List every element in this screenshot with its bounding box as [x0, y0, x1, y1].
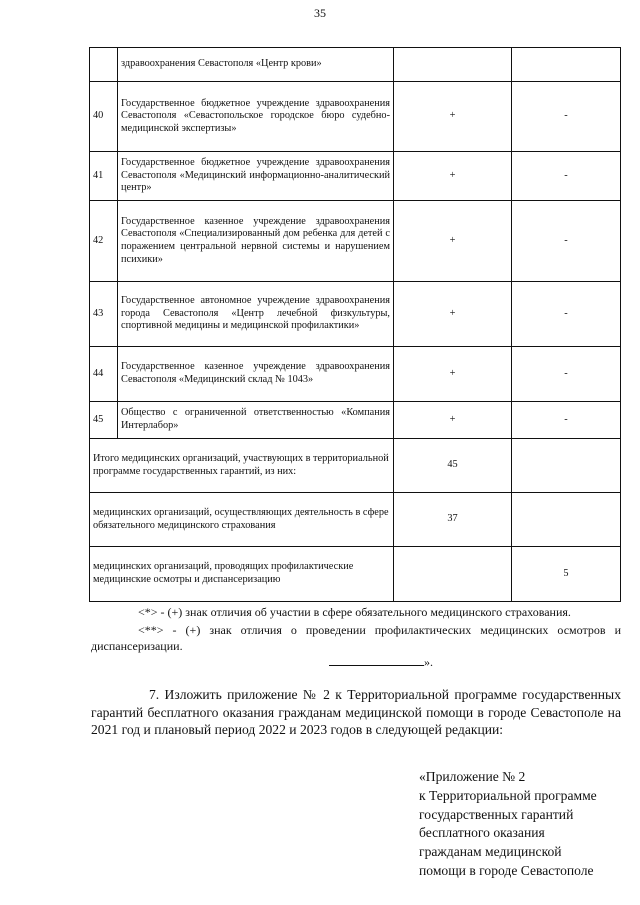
table-total-row [90, 493, 621, 547]
organization-cell: Государственное бюджетное учреждение здравоохранения Севастополя «Севастопольское городское бюро судебно-медицинской экспертизы» [118, 82, 394, 152]
appendix-line: помощи в городе Севастополе [419, 862, 594, 878]
oms-mark-cell: + [394, 152, 512, 201]
medical-organizations-table [89, 47, 621, 602]
table-row [90, 402, 621, 439]
row-number-cell: 45 [90, 402, 118, 439]
organization-cell: Государственное бюджетное учреждение здравоохранения Севастополя «Медицинский информационно-аналитический центр» [118, 152, 394, 201]
table-row [90, 347, 621, 402]
oms-mark-cell [394, 48, 512, 82]
appendix-line: государственных гарантий [419, 806, 574, 822]
oms-mark-cell: + [394, 201, 512, 282]
oms-mark-cell: + [394, 402, 512, 439]
appendix-line: к Территориальной программе [419, 787, 597, 803]
table-row [90, 82, 621, 152]
total-label-cell: Итого медицинских организаций, участвующих в территориальной программе государственных гарантий, из них: [90, 439, 394, 493]
table-row [90, 201, 621, 282]
closing-line [329, 655, 433, 670]
oms-count-cell [394, 547, 512, 602]
prevention-mark-cell: - [512, 282, 621, 347]
item-7-paragraph: 7. Изложить приложение № 2 к Территориальной программе государственных гарантий бесплатного оказания гражданам медицинской помощи в городе Севастополе на 2021 год и плановый период 2022 и 2023 годов в следующей редакции: [91, 687, 621, 738]
prevention-count-cell [512, 493, 621, 547]
total-label-cell: медицинских организаций, проводящих профилактические медицинские осмотры и диспансеризацию [90, 547, 394, 602]
organization-cell: Общество с ограниченной ответственностью «Компания Интерлабор» [118, 402, 394, 439]
prevention-mark-cell: - [512, 152, 621, 201]
organization-cell: Государственное казенное учреждение здравоохранения Севастополя «Специализированный дом ребенка для детей с поражением центральной нервной системы и нарушением психики» [118, 201, 394, 282]
prevention-mark-cell: - [512, 347, 621, 402]
page-number: 35 [314, 6, 326, 20]
prevention-mark-cell: - [512, 402, 621, 439]
prevention-mark-cell: - [512, 201, 621, 282]
total-label-cell: медицинских организаций, осуществляющих деятельность в сфере обязательного медицинского страхования [90, 493, 394, 547]
row-number-cell [90, 48, 118, 82]
prevention-count-cell [512, 439, 621, 493]
footnote-prevention: <**> - (+) знак отличия о проведении профилактических медицинских осмотров и диспансеризации. [91, 623, 621, 653]
row-number-cell: 44 [90, 347, 118, 402]
table-row [90, 152, 621, 201]
row-number-cell: 40 [90, 82, 118, 152]
prevention-mark-cell [512, 48, 621, 82]
organization-cell: здравоохранения Севастополя «Центр крови» [118, 48, 394, 82]
row-number-cell: 41 [90, 152, 118, 201]
prevention-mark-cell: - [512, 82, 621, 152]
table-total-row [90, 439, 621, 493]
appendix-line: гражданам медицинской [419, 844, 562, 859]
organization-cell: Государственное казенное учреждение здравоохранения Севастополя «Медицинский склад № 1043» [118, 347, 394, 402]
appendix-line: «Приложение № 2 [419, 769, 526, 784]
oms-mark-cell: + [394, 82, 512, 152]
oms-count-cell: 45 [394, 439, 512, 493]
row-number-cell: 43 [90, 282, 118, 347]
oms-count-cell: 37 [394, 493, 512, 547]
prevention-count-cell: 5 [512, 547, 621, 602]
oms-mark-cell: + [394, 347, 512, 402]
closing-quote: ». [424, 655, 433, 669]
table-row [90, 282, 621, 347]
row-number-cell: 42 [90, 201, 118, 282]
oms-mark-cell: + [394, 282, 512, 347]
table-row [90, 48, 621, 82]
footnote-oms: <*> - (+) знак отличия об участии в сфере обязательного медицинского страхования. [138, 605, 571, 619]
table-total-row [90, 547, 621, 602]
signature-underline [329, 656, 424, 666]
organization-cell: Государственное автономное учреждение здравоохранения города Севастополя «Центр лечебной физкультуры, спортивной медицины и медицинской профилактики» [118, 282, 394, 347]
appendix-heading [419, 768, 629, 881]
appendix-line: бесплатного оказания [419, 825, 545, 841]
